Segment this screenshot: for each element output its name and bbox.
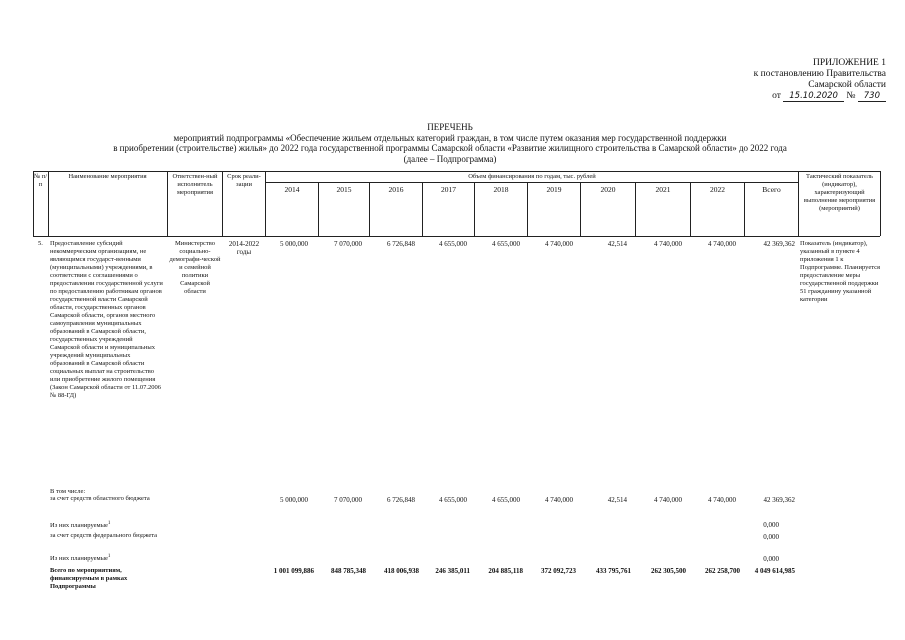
planned2-value: 0,000 [763,555,779,563]
planned2-footnote: 1 [107,554,111,559]
row5-term: 2014-2022 годы [228,240,260,256]
row5-name: Предоставление субсидий некоммерческим организациям, не являющимся государст-венными (муниципальными) учреждениями, в соответствии с соглашениями о предоставлении государственной услуги по предоставлению работникам органов государственной власти Самарской области, государственных органов Самарской области, органов местного самоуправления муниципальных образований в Самарской области, государственных учреждений Самарской области и муниципальных учреждений муниципальных образований в Самарской области социальных выплат на строительство или приобретение жилого помещения (Закон Самарской области от 11.07.2006 № 88-ГД) [50,240,163,399]
row5-value-2017: 4 655,000 [439,240,467,248]
header-executor: Ответствен-ный исполнитель мероприятия [172,173,218,196]
date-prefix: от [772,91,781,101]
grand-total-label: Всего по мероприятиям, финансируемым в рамках Подпрограммы [50,567,128,590]
year-2019: 2019 [546,185,562,194]
header-num: № п/п [33,173,48,188]
year-2016: 2016 [388,185,404,194]
total-value-2021: 262 305,500 [651,567,686,575]
header-term: Срок реали-зации [227,173,261,188]
row5-value-2016: 6 726,848 [387,240,415,248]
row5-indicator: Показатель (индикатор), указанный в пункте 4 приложения 1 к Подпрограмме. Планируется предоставление меры государственной поддержки 51 гражданину указанной категории [800,240,880,303]
planned1-value: 0,000 [763,521,779,529]
total-value-2019: 372 092,723 [541,567,576,575]
federal-value-total: 0,000 [763,533,779,541]
resolution-number: 730 [858,91,886,102]
year-2014: 2014 [284,185,300,194]
row5-value-2020: 42,514 [607,240,627,248]
total-value-2017: 246 385,011 [435,567,470,575]
total-value-2015: 848 785,348 [331,567,366,575]
row5-num: 5. [38,240,43,247]
planned2-label [50,553,110,563]
heading-title: ПЕРЕЧЕНЬ [427,122,473,132]
regional-value-2017: 4 655,000 [439,496,467,504]
row5-value-2022: 4 740,000 [708,240,736,248]
row5-value-total: 42 369,362 [763,240,795,248]
header-indicator: Тактический показатель (индикатор), характеризующий выполнение мероприятия (мероприятий) [803,173,876,212]
heading-line-3: (далее – Подпрограмма) [403,153,497,164]
year-2018: 2018 [493,185,509,194]
row5-value-2021: 4 740,000 [654,240,682,248]
appendix-date-line [686,91,886,102]
regional-value-2019: 4 740,000 [545,496,573,504]
row5-value-2015: 7 070,000 [334,240,362,248]
planned1-label [50,520,110,530]
row5-value-2018: 4 655,000 [492,240,520,248]
total-value-total: 4 049 614,985 [754,567,795,575]
appendix-title: ПРИЛОЖЕНИЕ 1 [812,58,886,68]
regional-value-2016: 6 726,848 [387,496,415,504]
number-prefix: № [846,91,856,101]
year-2020: 2020 [600,185,616,194]
year-2017: 2017 [441,185,456,194]
heading-line-2: в приобретении (строительстве) жилья» до 2022 года государственной программы Самарской области «Развитие жилищного строительства в Самарской области» до 2022 года [113,143,787,153]
appendix-block [686,58,886,102]
total-value-2016: 418 006,938 [384,567,419,575]
year-2015: 2015 [336,185,352,194]
planned1-text: Из них планируемые [50,522,108,530]
regional-budget-label: за счет средств областного бюджета [50,495,150,502]
planned1-footnote: 1 [107,521,111,526]
header-name: Наименование мероприятия [68,173,147,180]
regional-value-2022: 4 740,000 [708,496,736,504]
year-2022: 2022 [710,185,725,194]
document-heading [20,122,880,164]
total-value-2018: 204 885,118 [488,567,523,575]
row5-executor: Министерство социально-демографи-ческой и семейной политики Самарской области [169,240,221,295]
total-value-2014: 1 001 099,886 [273,567,314,575]
heading-line-1: мероприятий подпрограммы «Обеспечение жильем отдельных категорий граждан, в том числе путем оказания мер государственной поддержки [173,132,727,143]
total-value-2020: 433 795,761 [596,567,631,575]
appendix-resolution: к постановлению Правительства [753,69,886,79]
year-2021: 2021 [655,185,671,194]
row5-value-2014: 5 000,000 [280,240,308,248]
row5-value-2019: 4 740,000 [545,240,573,248]
appendix-region: Самарской области [808,80,886,90]
in-total-label: В том числе: [50,488,86,495]
resolution-date: 15.10.2020 [783,91,844,102]
year-total: Всего [762,185,781,194]
header-funding: Объем финансирования по годам, тыс. рублей [468,173,596,180]
federal-budget-label: за счет средств федерального бюджета [50,532,158,539]
regional-value-2018: 4 655,000 [492,496,520,504]
total-value-2022: 262 258,700 [705,567,740,575]
regional-value-2020: 42,514 [607,496,627,504]
regional-value-2014: 5 000,000 [280,496,308,504]
regional-value-2021: 4 740,000 [654,496,682,504]
regional-value-2015: 7 070,000 [334,496,362,504]
planned2-text: Из них планируемые [50,555,108,563]
regional-value-total: 42 369,362 [763,496,795,504]
